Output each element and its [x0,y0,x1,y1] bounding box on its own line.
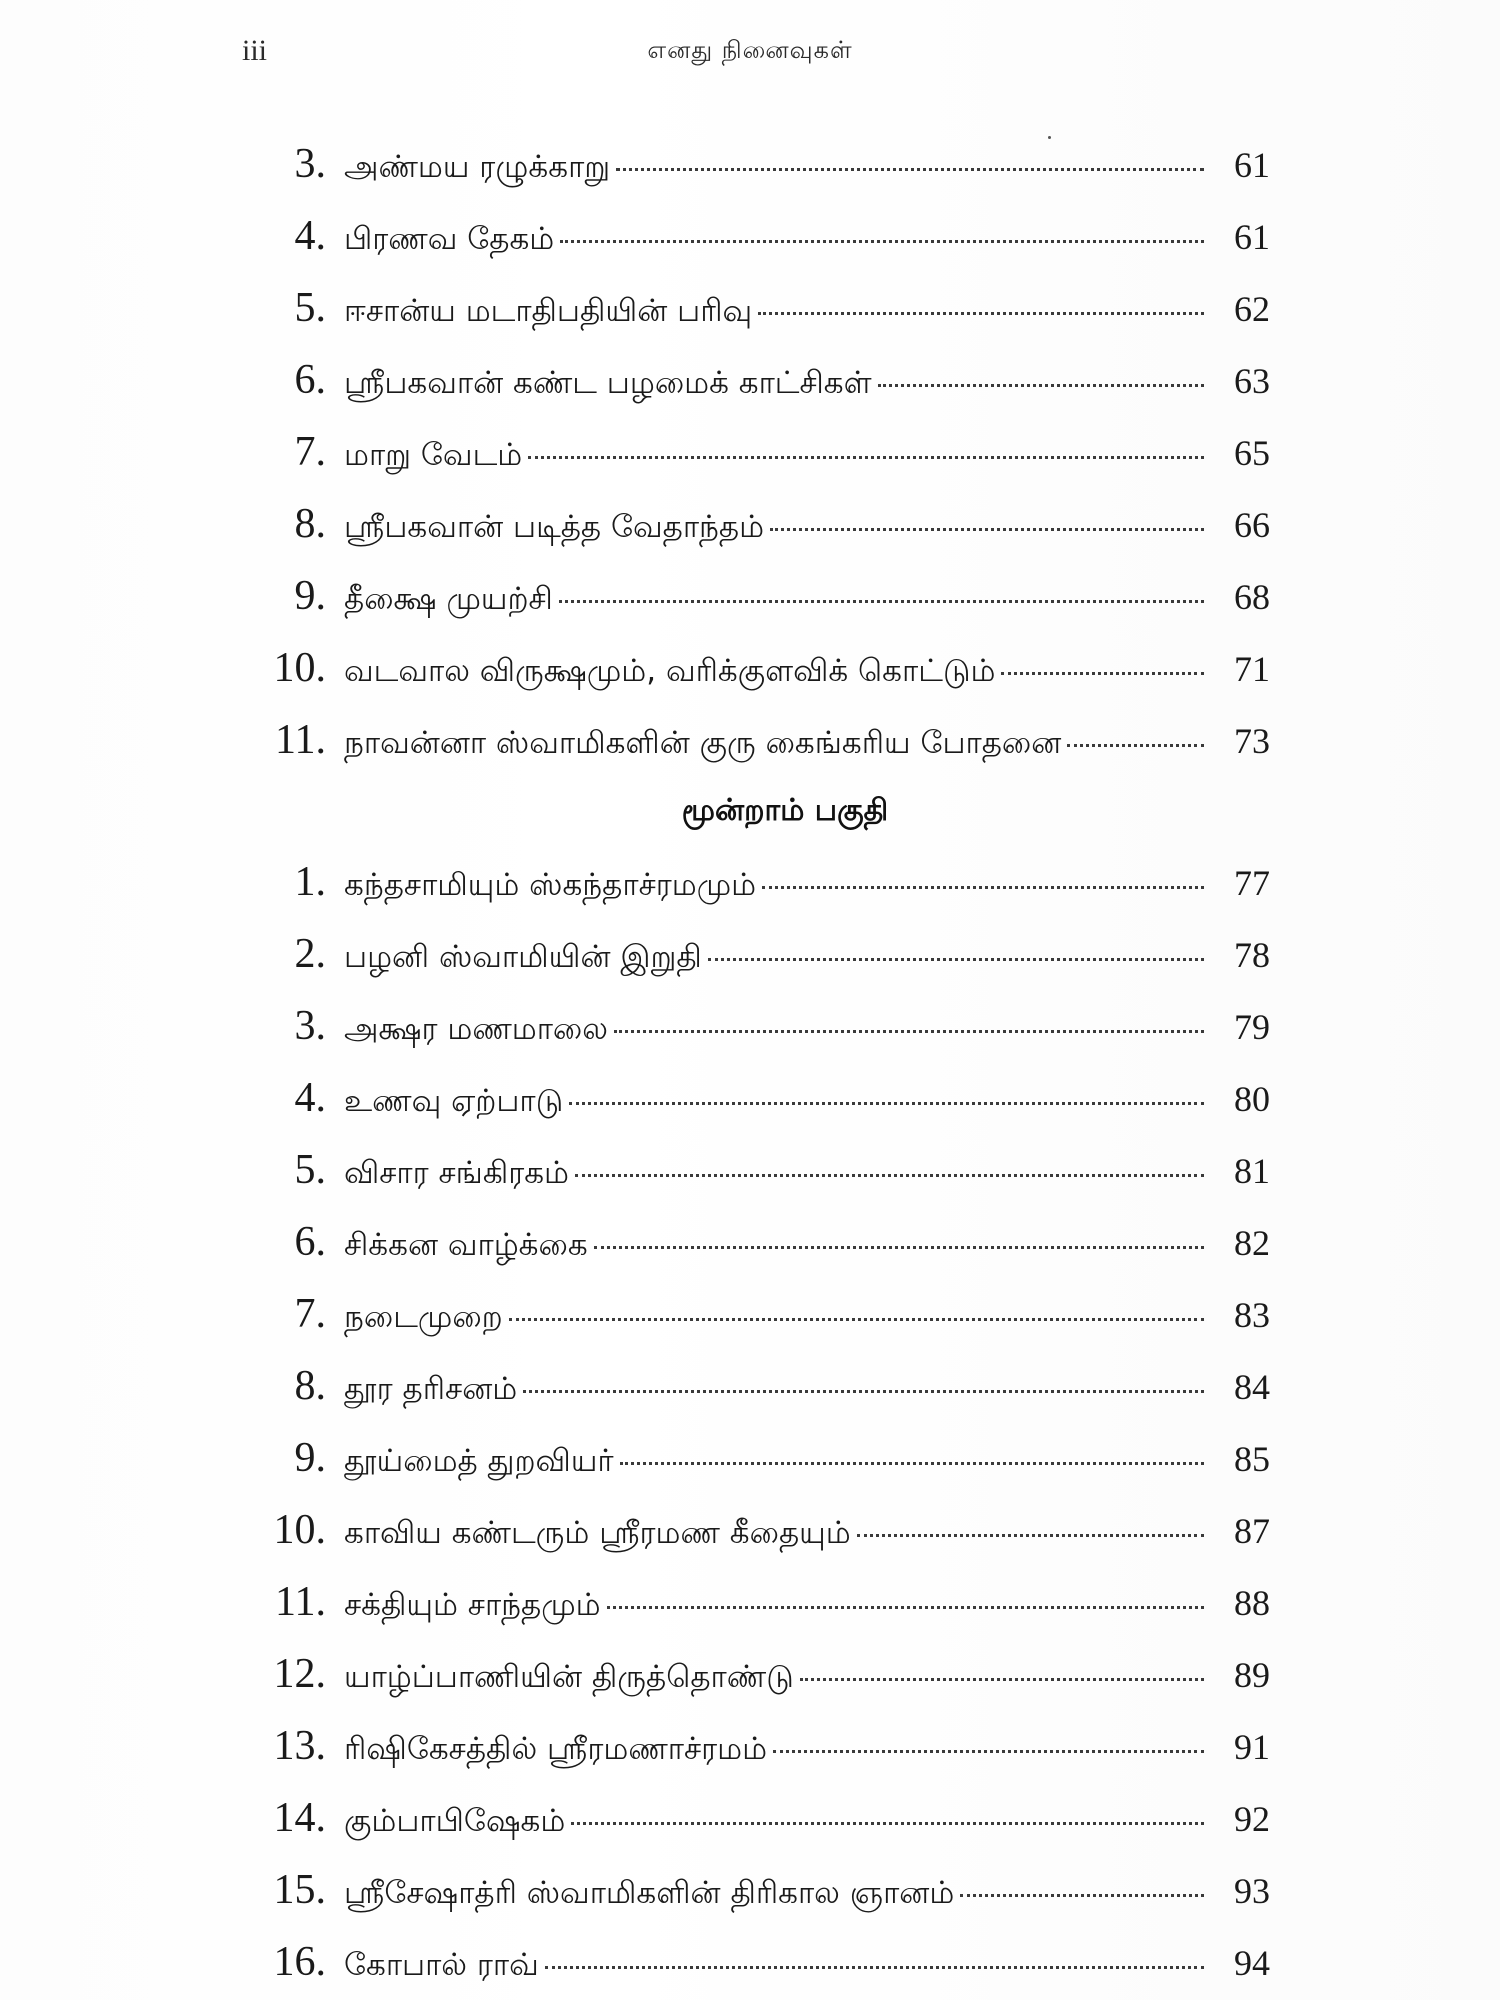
toc-entry [240,1278,1270,1350]
entry-number: 5. [294,1147,326,1193]
toc-entry [240,990,1270,1062]
dot-leader [773,1750,1204,1753]
toc-entry [240,128,1270,200]
dot-leader [607,1606,1204,1609]
dot-leader [509,1318,1204,1321]
toc-entry [240,1062,1270,1134]
entry-title: ரிஷிகேசத்தில் ஸ்ரீரமணாச்ரமம் [344,1731,768,1767]
entry-title: அக்ஷர மணமாலை [344,1011,608,1047]
entry-page-number: 91 [1234,1727,1270,1767]
entry-title: கும்பாபிஷேகம் [344,1803,566,1839]
entry-title: சக்தியும் சாந்தமும் [344,1587,601,1623]
page-number: iii [242,34,268,67]
entry-title: யாழ்ப்பாணியின் திருத்தொண்டு [344,1659,794,1695]
entry-number: 14. [273,1795,326,1841]
dot-leader [770,528,1204,531]
dot-leader [528,456,1204,459]
entry-page-number: 94 [1234,1943,1270,1983]
dot-leader [571,1822,1204,1825]
toc-entry [240,200,1270,272]
entry-title: பிரணவ தேகம் [344,221,555,257]
entry-number: 8. [294,1363,326,1409]
entry-number: 9. [294,573,326,619]
entry-page-number: 87 [1234,1511,1270,1551]
entry-page-number: 73 [1234,721,1270,761]
entry-number: 1. [294,859,326,905]
page-header [0,30,1500,80]
entry-number: 8. [294,501,326,547]
entry-number: 11. [275,1579,326,1625]
entry-page-number: 85 [1234,1439,1270,1479]
dot-leader [594,1246,1204,1249]
toc-entry [240,272,1270,344]
entry-title: கோபால் ராவ் [344,1947,539,1983]
entry-number: 5. [294,285,326,331]
entry-page-number: 88 [1234,1583,1270,1623]
dot-leader [857,1534,1204,1537]
entry-number: 3. [294,1003,326,1049]
entry-title: உணவு ஏற்பாடு [344,1083,564,1119]
entry-number: 7. [294,1291,326,1337]
section-heading: மூன்றாம் பகுதி [681,793,889,828]
dot-leader [523,1390,1204,1393]
entry-title: கந்தசாமியும் ஸ்கந்தாச்ரமமும் [344,867,757,903]
entry-title: நடைமுறை [344,1299,503,1335]
entry-number: 16. [273,1939,326,1985]
entry-page-number: 68 [1234,577,1270,617]
toc-entry [240,416,1270,488]
entry-title: சிக்கன வாழ்க்கை [344,1227,588,1263]
entry-page-number: 89 [1234,1655,1270,1695]
toc-entry [240,1134,1270,1206]
entry-number: 13. [273,1723,326,1769]
toc-entry [240,632,1270,704]
entry-page-number: 71 [1234,649,1270,689]
entry-title: தூர தரிசனம் [344,1371,518,1407]
entry-number: 11. [275,717,326,763]
entry-page-number: 61 [1234,145,1270,185]
dot-leader [575,1174,1204,1177]
toc-entry [240,1638,1270,1710]
entry-page-number: 65 [1234,433,1270,473]
entry-number: 15. [273,1867,326,1913]
toc-section-continued [240,128,1270,776]
toc-entry [240,1566,1270,1638]
toc-entry [240,1350,1270,1422]
dot-leader [758,312,1204,315]
entry-page-number: 81 [1234,1151,1270,1191]
entry-page-number: 93 [1234,1871,1270,1911]
entry-page-number: 83 [1234,1295,1270,1335]
dot-leader [1067,744,1204,747]
entry-title: தீக்ஷை முயற்சி [344,581,553,617]
entry-title: தூய்மைத் துறவியர் [344,1443,614,1479]
entry-page-number: 80 [1234,1079,1270,1119]
entry-number: 6. [294,357,326,403]
entry-number: 4. [294,213,326,259]
entry-page-number: 66 [1234,505,1270,545]
entry-title: காவிய கண்டரும் ஸ்ரீரமண கீதையும் [344,1515,851,1551]
toc-entry [240,1494,1270,1566]
entry-page-number: 79 [1234,1007,1270,1047]
entry-page-number: 78 [1234,935,1270,975]
entry-page-number: 62 [1234,289,1270,329]
dot-leader [560,240,1204,243]
entry-title: ஸ்ரீசேஷாத்ரி ஸ்வாமிகளின் திரிகால ஞானம் [344,1875,955,1911]
dot-leader [708,958,1204,961]
toc-entry [240,1782,1270,1854]
entry-number: 10. [273,1507,326,1553]
dot-leader [878,384,1204,387]
entry-number: 2. [294,931,326,977]
entry-number: 3. [294,141,326,187]
toc-entry [240,488,1270,560]
entry-page-number: 77 [1234,863,1270,903]
running-title: எனது நினைவுகள் [647,36,853,64]
toc-entry [240,1710,1270,1782]
dot-leader [614,1030,1204,1033]
toc-entry [240,1854,1270,1926]
entry-page-number: 92 [1234,1799,1270,1839]
toc-entry [240,918,1270,990]
dot-leader [1001,672,1204,675]
dot-leader [620,1462,1204,1465]
toc-entry [240,344,1270,416]
entry-title: ஸ்ரீபகவான் படித்த வேதாந்தம் [344,509,765,545]
toc-entry [240,846,1270,918]
entry-number: 6. [294,1219,326,1265]
entry-page-number: 63 [1234,361,1270,401]
entry-title: விசார சங்கிரகம் [344,1155,570,1191]
entry-title: நாவன்னா ஸ்வாமிகளின் குரு கைங்கரிய போதனை [344,725,1062,761]
toc-section-part-three [240,846,1270,1998]
table-of-contents [240,128,1270,1998]
dot-leader [569,1102,1204,1105]
dot-leader [762,886,1204,889]
entry-title: அண்மய ரழுக்காறு [344,149,611,185]
entry-number: 4. [294,1075,326,1121]
entry-number: 10. [273,645,326,691]
dot-leader [960,1894,1204,1897]
toc-entry [240,560,1270,632]
entry-number: 9. [294,1435,326,1481]
entry-title: பழனி ஸ்வாமியின் இறுதி [344,939,702,975]
toc-entry [240,704,1270,776]
entry-number: 12. [273,1651,326,1697]
dot-leader [545,1966,1204,1969]
toc-entry [240,1422,1270,1494]
entry-page-number: 84 [1234,1367,1270,1407]
dot-leader [800,1678,1204,1681]
entry-number: 7. [294,429,326,475]
dot-leader [616,168,1204,171]
entry-title: வடவால விருக்ஷமும், வரிக்குளவிக் கொட்டும் [344,653,996,689]
entry-title: மாறு வேடம் [344,437,523,473]
entry-title: ஸ்ரீபகவான் கண்ட பழமைக் காட்சிகள் [344,365,872,401]
dot-leader [559,600,1204,603]
toc-entry [240,1926,1270,1998]
entry-page-number: 82 [1234,1223,1270,1263]
entry-title: ஈசான்ய மடாதிபதியின் பரிவு [344,293,753,329]
entry-page-number: 61 [1234,217,1270,257]
toc-entry [240,1206,1270,1278]
